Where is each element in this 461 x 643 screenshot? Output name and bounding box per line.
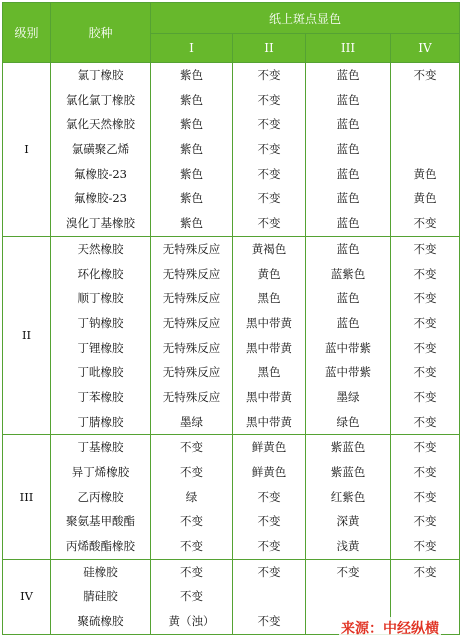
spot-color-value: 黄褐色	[251, 241, 287, 256]
spot-color-value: 无特殊反应	[162, 241, 221, 256]
spot-color-value: 不变	[180, 465, 203, 479]
spot-color-value: 黑色	[257, 291, 281, 306]
color-col-1-cell	[151, 559, 233, 634]
spot-color-value: 不变	[413, 315, 437, 330]
spot-color-value	[391, 88, 459, 113]
spot-color-value: 不变	[413, 389, 437, 404]
rubber-name: 硅橡胶	[83, 564, 118, 579]
spot-color-value: 不变	[180, 440, 203, 455]
color-col-4-cell	[391, 63, 460, 237]
rubber-name: 丁腈橡胶	[77, 414, 124, 429]
level-group-row	[3, 63, 460, 237]
spot-color-value: 紫色	[180, 191, 203, 206]
spot-color-value	[391, 137, 459, 162]
header-rubber-type: 胶种	[51, 3, 151, 63]
spot-color-value	[391, 584, 459, 609]
rubber-name-cell	[51, 435, 151, 559]
color-col-3-cell	[306, 63, 391, 237]
spot-color-value: 黑中带黄	[246, 340, 292, 355]
spot-color-value: 不变	[180, 539, 203, 554]
spot-color-value: 不变	[413, 241, 437, 256]
spot-color-value: 蓝中带紫	[325, 365, 371, 380]
spot-color-value: 蓝色	[336, 315, 360, 330]
spot-color-value: 黄色	[257, 266, 281, 281]
spot-color-value: 绿	[185, 489, 198, 504]
color-col-2-cell	[233, 435, 306, 559]
spot-color-value: 不变	[257, 142, 281, 157]
header-col-4: IV	[391, 34, 460, 63]
spot-color-value: 黑中带黄	[246, 389, 292, 404]
spot-color-value: 紫色	[180, 117, 203, 132]
spot-color-value: 不变	[257, 614, 281, 629]
rubber-name: 腈硅胶	[83, 589, 118, 604]
spot-color-value: 紫蓝色	[330, 440, 366, 455]
spot-color-value: 不变	[413, 489, 437, 504]
spot-color-value: 不变	[413, 465, 437, 479]
color-col-3-cell	[306, 236, 391, 435]
rubber-name: 异丁烯橡胶	[71, 465, 130, 479]
rubber-name: 丁钠橡胶	[77, 315, 124, 330]
spot-color-value: 黄（浊）	[168, 614, 215, 629]
spot-color-value: 鲜黄色	[251, 440, 287, 455]
spot-color-value: 黄色	[413, 166, 437, 181]
header-spot-color: 纸上斑点显色	[151, 3, 460, 34]
spot-color-value: 紫色	[180, 216, 203, 231]
rubber-name-cell	[51, 63, 151, 237]
spot-color-value: 不变	[257, 117, 281, 132]
spot-color-value: 红紫色	[330, 489, 366, 504]
spot-color-value: 紫色	[180, 68, 203, 82]
rubber-name: 天然橡胶	[77, 241, 124, 256]
color-col-1-cell	[151, 63, 233, 237]
rubber-name: 环化橡胶	[77, 266, 124, 281]
level-cell: II	[3, 236, 51, 435]
level-group-row	[3, 435, 460, 559]
header-col-3: III	[306, 34, 391, 63]
spot-color-value: 紫色	[180, 92, 203, 107]
spot-color-value: 不变	[413, 365, 437, 380]
rubber-name: 聚硫橡胶	[77, 614, 124, 629]
level-group-row	[3, 236, 460, 435]
spot-color-value: 不变	[336, 564, 360, 579]
spot-color-value: 深黄	[336, 514, 360, 529]
color-col-2-cell	[233, 236, 306, 435]
spot-color-value: 无特殊反应	[162, 266, 221, 281]
rubber-name: 丙烯酸酯橡胶	[66, 539, 135, 554]
table-body	[3, 63, 460, 635]
spot-color-value: 紫蓝色	[330, 465, 366, 479]
spot-color-value: 黑色	[257, 365, 281, 380]
spot-color-value: 绿色	[336, 414, 360, 429]
color-col-1-cell	[151, 236, 233, 435]
spot-color-value: 黑中带黄	[246, 414, 292, 429]
rubber-name: 氯磺聚乙烯	[71, 142, 130, 157]
spot-color-value: 不变	[413, 266, 437, 281]
spot-color-value: 不变	[413, 216, 437, 231]
spot-color-value: 不变	[180, 564, 203, 579]
spot-color-value	[306, 584, 390, 609]
spot-color-value: 不变	[180, 514, 203, 529]
spot-color-value: 不变	[413, 564, 437, 579]
spot-color-value: 蓝色	[336, 241, 360, 256]
spot-color-value: 不变	[257, 539, 281, 554]
rubber-name: 氟橡胶-23	[73, 166, 128, 181]
spot-color-value: 无特殊反应	[162, 291, 221, 306]
color-col-2-cell	[233, 559, 306, 634]
color-col-4-cell	[391, 435, 460, 559]
rubber-name-cell	[51, 236, 151, 435]
spot-color-value: 不变	[257, 564, 281, 579]
source-watermark: 来源：中经纵横	[339, 617, 441, 639]
spot-color-value	[233, 584, 305, 609]
spot-color-value: 黄色	[413, 191, 437, 206]
color-col-3-cell	[306, 435, 391, 559]
spot-color-value: 蓝色	[336, 92, 360, 107]
spot-color-value: 无特殊反应	[162, 389, 221, 404]
spot-color-value: 蓝色	[336, 291, 360, 306]
rubber-name: 聚氨基甲酸酯	[66, 514, 135, 529]
rubber-name: 丁基橡胶	[77, 440, 124, 455]
spot-color-value: 不变	[413, 440, 437, 455]
rubber-name: 溴化丁基橡胶	[66, 216, 135, 231]
color-col-4-cell	[391, 236, 460, 435]
spot-color-value: 不变	[257, 92, 281, 107]
level-cell: IV	[3, 559, 51, 634]
spot-color-value: 蓝色	[336, 191, 360, 206]
spot-color-value: 蓝色	[336, 117, 360, 132]
spot-color-value: 鲜黄色	[251, 465, 287, 479]
header-level: 级别	[3, 3, 51, 63]
rubber-name-cell	[51, 559, 151, 634]
spot-color-value: 墨绿	[336, 389, 360, 404]
spot-color-value: 墨绿	[180, 414, 203, 429]
rubber-name: 乙丙橡胶	[77, 489, 124, 504]
spot-color-value: 蓝色	[336, 166, 360, 181]
color-col-1-cell	[151, 435, 233, 559]
spot-color-value: 无特殊反应	[162, 340, 221, 355]
spot-color-value	[391, 112, 459, 137]
header-col-1: I	[151, 34, 233, 63]
level-cell: I	[3, 63, 51, 237]
rubber-name: 丁锂橡胶	[77, 340, 124, 355]
spot-color-value: 蓝色	[336, 216, 360, 231]
spot-color-value: 蓝紫色	[330, 266, 366, 281]
spot-color-value: 不变	[413, 539, 437, 554]
spot-color-value: 不变	[413, 514, 437, 529]
spot-color-value: 无特殊反应	[162, 315, 221, 330]
spot-color-value: 不变	[180, 589, 203, 604]
spot-color-value: 蓝色	[336, 68, 360, 82]
spot-color-value: 紫色	[180, 142, 203, 157]
spot-color-value: 不变	[413, 68, 437, 82]
spot-color-value: 不变	[413, 340, 437, 355]
rubber-name: 氯化氯丁橡胶	[66, 92, 135, 107]
rubber-name: 丁苯橡胶	[77, 389, 124, 404]
spot-color-value: 不变	[257, 514, 281, 529]
rubber-name: 丁吡橡胶	[77, 365, 124, 380]
spot-color-value: 不变	[257, 68, 281, 82]
rubber-name: 氟橡胶-23	[73, 191, 128, 206]
spot-color-value: 黑中带黄	[246, 315, 292, 330]
spot-color-value: 不变	[257, 191, 281, 206]
spot-color-value: 浅黄	[336, 539, 360, 554]
spot-color-value: 无特殊反应	[162, 365, 221, 380]
spot-color-value: 紫色	[180, 166, 203, 181]
spot-color-value: 不变	[413, 291, 437, 306]
rubber-name: 氯丁橡胶	[77, 68, 124, 82]
spot-color-value: 蓝色	[336, 142, 360, 157]
spot-color-value: 蓝中带紫	[325, 340, 371, 355]
header-col-2: II	[233, 34, 306, 63]
spot-color-value: 不变	[413, 414, 437, 429]
rubber-name: 氯化天然橡胶	[66, 117, 135, 132]
rubber-name: 顺丁橡胶	[77, 291, 124, 306]
color-col-2-cell	[233, 63, 306, 237]
spot-color-value: 不变	[257, 216, 281, 231]
spot-color-value: 不变	[257, 166, 281, 181]
rubber-spot-color-table	[2, 2, 460, 635]
spot-color-value: 不变	[257, 489, 281, 504]
level-cell: III	[3, 435, 51, 559]
